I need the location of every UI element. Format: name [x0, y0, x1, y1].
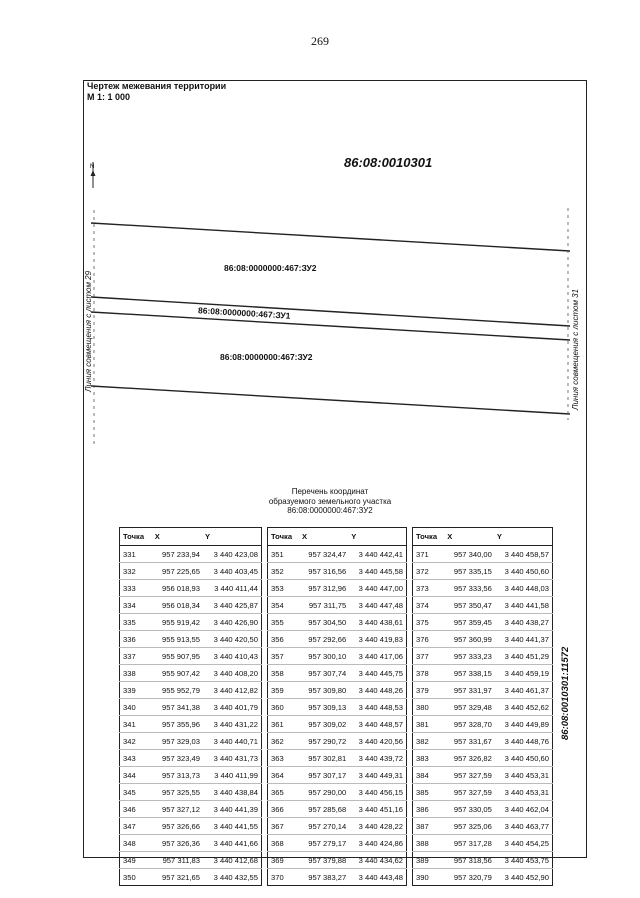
coord-x: 955 907,42 [152, 665, 202, 682]
coord-y: 3 440 431,22 [202, 716, 261, 733]
point-number: 377 [413, 648, 445, 665]
coord-y: 3 440 447,00 [348, 580, 406, 597]
coord-y: 3 440 452,62 [494, 699, 553, 716]
point-number: 383 [413, 750, 445, 767]
point-number: 340 [120, 699, 152, 716]
coord-y: 3 440 410,43 [202, 648, 261, 665]
coord-x: 955 952,79 [152, 682, 202, 699]
table-row [120, 767, 262, 784]
coord-y: 3 440 454,25 [494, 835, 553, 852]
coord-y: 3 440 450,60 [494, 750, 553, 767]
point-number: 390 [413, 869, 445, 886]
coord-y: 3 440 411,99 [202, 767, 261, 784]
boundary-line [91, 312, 570, 340]
coord-x: 957 318,56 [444, 852, 494, 869]
table-row [413, 801, 553, 818]
point-number: 347 [120, 818, 152, 835]
coord-y: 3 440 448,03 [494, 580, 553, 597]
table-row [268, 546, 407, 563]
coord-x: 957 333,56 [444, 580, 494, 597]
point-number: 374 [413, 597, 445, 614]
coord-y: 3 440 417,06 [348, 648, 406, 665]
coord-x: 957 313,73 [152, 767, 202, 784]
point-number: 338 [120, 665, 152, 682]
cadastral-right-label: 86:08:0010301:11572 [560, 646, 571, 740]
point-number: 370 [268, 869, 300, 886]
table-row [268, 801, 407, 818]
table-row [413, 563, 553, 580]
table-row [268, 750, 407, 767]
boundary-line [91, 386, 570, 414]
point-number: 343 [120, 750, 152, 767]
coord-y: 3 440 459,19 [494, 665, 553, 682]
point-number: 385 [413, 784, 445, 801]
coord-x: 957 285,68 [299, 801, 348, 818]
point-number: 331 [120, 546, 152, 563]
coord-y: 3 440 451,16 [348, 801, 406, 818]
coord-x: 955 919,42 [152, 614, 202, 631]
point-number: 333 [120, 580, 152, 597]
coord-y: 3 440 438,84 [202, 784, 261, 801]
coord-x: 957 312,96 [299, 580, 348, 597]
table-row [268, 869, 407, 886]
drawing-scale: М 1: 1 000 [87, 92, 131, 102]
table-row [268, 580, 407, 597]
coord-y: 3 440 412,68 [202, 852, 261, 869]
table-row [413, 767, 553, 784]
coord-y: 3 440 448,53 [348, 699, 406, 716]
table-row [120, 801, 262, 818]
table-row [413, 699, 553, 716]
coord-x: 955 907,95 [152, 648, 202, 665]
coord-x: 957 311,75 [299, 597, 348, 614]
coord-x: 957 328,70 [444, 716, 494, 733]
table-row [120, 614, 262, 631]
coordinates-table-1 [119, 527, 262, 886]
coord-x: 957 309,02 [299, 716, 348, 733]
page-number: 269 [311, 34, 329, 48]
coordinates-title-line2: образуемого земельного участка [268, 496, 392, 506]
table-row [413, 597, 553, 614]
table-row [120, 852, 262, 869]
coord-y: 3 440 408,20 [202, 665, 261, 682]
coord-y: 3 440 443,48 [348, 869, 406, 886]
header-y: Y [494, 528, 553, 546]
coord-x: 957 309,13 [299, 699, 348, 716]
coord-y: 3 440 428,22 [348, 818, 406, 835]
point-number: 389 [413, 852, 445, 869]
coord-x: 957 300,10 [299, 648, 348, 665]
coord-y: 3 440 424,86 [348, 835, 406, 852]
table-row [120, 648, 262, 665]
coordinates-title-line1: Перечень координат [291, 487, 369, 496]
point-number: 359 [268, 682, 300, 699]
point-number: 360 [268, 699, 300, 716]
coord-y: 3 440 423,08 [202, 546, 261, 563]
table-header-row [120, 528, 262, 546]
coord-y: 3 440 401,79 [202, 699, 261, 716]
table-row [120, 733, 262, 750]
table-row [268, 631, 407, 648]
coord-y: 3 440 458,57 [494, 546, 553, 563]
point-number: 371 [413, 546, 445, 563]
point-number: 348 [120, 835, 152, 852]
coord-y: 3 440 441,66 [202, 835, 261, 852]
coordinates-title-line3: 86:08:0000000:467:ЗУ2 [287, 506, 373, 515]
table-row [268, 563, 407, 580]
point-number: 341 [120, 716, 152, 733]
point-number: 367 [268, 818, 300, 835]
coord-x: 957 317,28 [444, 835, 494, 852]
coord-y: 3 440 456,15 [348, 784, 406, 801]
coord-y: 3 440 462,04 [494, 801, 553, 818]
coord-x: 957 320,79 [444, 869, 494, 886]
coord-x: 957 307,17 [299, 767, 348, 784]
coord-y: 3 440 450,60 [494, 563, 553, 580]
point-number: 384 [413, 767, 445, 784]
point-number: 352 [268, 563, 300, 580]
table-row [413, 546, 553, 563]
point-number: 376 [413, 631, 445, 648]
coord-x: 957 323,49 [152, 750, 202, 767]
point-number: 368 [268, 835, 300, 852]
table-row [268, 597, 407, 614]
table-row [413, 682, 553, 699]
coord-x: 957 341,38 [152, 699, 202, 716]
coord-x: 957 309,80 [299, 682, 348, 699]
point-number: 378 [413, 665, 445, 682]
plot-label-zu1: 86:08:0000000:467:ЗУ1 [197, 305, 291, 321]
coord-x: 957 324,47 [299, 546, 348, 563]
table-row [268, 818, 407, 835]
point-number: 351 [268, 546, 300, 563]
table-row [120, 699, 262, 716]
point-number: 336 [120, 631, 152, 648]
point-number: 345 [120, 784, 152, 801]
coord-y: 3 440 449,31 [348, 767, 406, 784]
coord-x: 957 329,03 [152, 733, 202, 750]
coord-y: 3 440 441,55 [202, 818, 261, 835]
table-row [413, 733, 553, 750]
coord-x: 957 325,55 [152, 784, 202, 801]
coord-x: 955 913,55 [152, 631, 202, 648]
coord-y: 3 440 449,89 [494, 716, 553, 733]
coord-x: 957 302,81 [299, 750, 348, 767]
coordinates-table-2 [267, 527, 407, 886]
table-row [413, 614, 553, 631]
drawing-title-text: Чертеж межевания территории [87, 81, 227, 91]
point-number: 366 [268, 801, 300, 818]
coord-x: 957 326,82 [444, 750, 494, 767]
coord-x: 957 326,66 [152, 818, 202, 835]
point-number: 353 [268, 580, 300, 597]
header-point: Точка [120, 528, 152, 546]
coord-x: 957 279,17 [299, 835, 348, 852]
coord-y: 3 440 420,56 [348, 733, 406, 750]
table-row [120, 750, 262, 767]
table-row [413, 631, 553, 648]
point-number: 379 [413, 682, 445, 699]
point-number: 365 [268, 784, 300, 801]
point-number: 382 [413, 733, 445, 750]
coord-y: 3 440 445,58 [348, 563, 406, 580]
coord-x: 957 335,15 [444, 563, 494, 580]
coord-y: 3 440 448,26 [348, 682, 406, 699]
point-number: 357 [268, 648, 300, 665]
point-number: 342 [120, 733, 152, 750]
point-number: 354 [268, 597, 300, 614]
boundary-line [91, 297, 570, 326]
point-number: 346 [120, 801, 152, 818]
header-point: Точка [268, 528, 300, 546]
coord-y: 3 440 438,27 [494, 614, 553, 631]
point-number: 364 [268, 767, 300, 784]
point-number: 334 [120, 597, 152, 614]
boundary-line [91, 223, 570, 251]
table-row [120, 631, 262, 648]
coord-x: 957 333,23 [444, 648, 494, 665]
coord-x: 957 325,06 [444, 818, 494, 835]
coord-y: 3 440 419,83 [348, 631, 406, 648]
coord-x: 957 383,27 [299, 869, 348, 886]
point-number: 363 [268, 750, 300, 767]
table-row [120, 784, 262, 801]
table-row [268, 784, 407, 801]
coord-y: 3 440 441,37 [494, 631, 553, 648]
coord-x: 957 379,88 [299, 852, 348, 869]
table-row [268, 835, 407, 852]
match-line-right-label: Линия совмещения с листом 31 [571, 288, 580, 410]
table-row [413, 750, 553, 767]
point-number: 387 [413, 818, 445, 835]
table-row [120, 597, 262, 614]
coord-y: 3 440 440,71 [202, 733, 261, 750]
coord-x: 957 225,65 [152, 563, 202, 580]
header-y: Y [202, 528, 261, 546]
point-number: 386 [413, 801, 445, 818]
coord-y: 3 440 451,29 [494, 648, 553, 665]
table-row [413, 648, 553, 665]
coord-x: 956 018,34 [152, 597, 202, 614]
table-header-row [413, 528, 553, 546]
point-number: 356 [268, 631, 300, 648]
coord-x: 957 350,47 [444, 597, 494, 614]
coord-y: 3 440 425,87 [202, 597, 261, 614]
table-row [120, 546, 262, 563]
coord-x: 957 330,05 [444, 801, 494, 818]
table-row [268, 733, 407, 750]
coord-y: 3 440 432,55 [202, 869, 261, 886]
coord-x: 957 329,48 [444, 699, 494, 716]
coord-y: 3 440 434,62 [348, 852, 406, 869]
point-number: 344 [120, 767, 152, 784]
table-row [413, 665, 553, 682]
point-number: 361 [268, 716, 300, 733]
point-number: 373 [413, 580, 445, 597]
table-row [268, 852, 407, 869]
coord-y: 3 440 412,82 [202, 682, 261, 699]
point-number: 335 [120, 614, 152, 631]
coord-x: 957 290,00 [299, 784, 348, 801]
coord-y: 3 440 441,39 [202, 801, 261, 818]
coord-y: 3 440 452,90 [494, 869, 553, 886]
table-row [120, 716, 262, 733]
cadastral-block-label: 86:08:0010301 [344, 155, 433, 170]
coord-x: 957 233,94 [152, 546, 202, 563]
coord-y: 3 440 442,41 [348, 546, 406, 563]
table-row [413, 869, 553, 886]
coord-y: 3 440 461,37 [494, 682, 553, 699]
coord-y: 3 440 448,76 [494, 733, 553, 750]
header-y: Y [348, 528, 406, 546]
point-number: 349 [120, 852, 152, 869]
coord-x: 957 360,99 [444, 631, 494, 648]
table-row [120, 818, 262, 835]
coord-x: 957 316,56 [299, 563, 348, 580]
coord-y: 3 440 441,58 [494, 597, 553, 614]
table-header-row [268, 528, 407, 546]
coord-y: 3 440 453,75 [494, 852, 553, 869]
coord-x: 957 359,45 [444, 614, 494, 631]
header-x: X [299, 528, 348, 546]
table-row [413, 835, 553, 852]
point-number: 375 [413, 614, 445, 631]
coord-y: 3 440 445,75 [348, 665, 406, 682]
point-number: 332 [120, 563, 152, 580]
header-point: Точка [413, 528, 445, 546]
table-row [413, 784, 553, 801]
coord-x: 957 338,15 [444, 665, 494, 682]
coord-y: 3 440 431,73 [202, 750, 261, 767]
coord-x: 957 311,83 [152, 852, 202, 869]
table-row [120, 835, 262, 852]
table-row [268, 767, 407, 784]
coord-x: 957 327,12 [152, 801, 202, 818]
table-row [120, 580, 262, 597]
plot-label-zu2-bottom: 86:08:0000000:467:ЗУ2 [220, 352, 313, 362]
coord-x: 957 326,36 [152, 835, 202, 852]
coord-x: 957 292,66 [299, 631, 348, 648]
coord-y: 3 440 463,77 [494, 818, 553, 835]
coord-x: 957 270,14 [299, 818, 348, 835]
coord-x: 957 304,50 [299, 614, 348, 631]
coord-y: 3 440 438,61 [348, 614, 406, 631]
point-number: 355 [268, 614, 300, 631]
coord-y: 3 440 420,50 [202, 631, 261, 648]
table-row [268, 716, 407, 733]
coord-y: 3 440 411,44 [202, 580, 261, 597]
table-row [120, 869, 262, 886]
coord-y: 3 440 453,31 [494, 767, 553, 784]
point-number: 362 [268, 733, 300, 750]
point-number: 350 [120, 869, 152, 886]
coord-x: 957 327,59 [444, 767, 494, 784]
header-x: X [444, 528, 494, 546]
coord-y: 3 440 403,45 [202, 563, 261, 580]
coord-y: 3 440 439,72 [348, 750, 406, 767]
point-number: 372 [413, 563, 445, 580]
table-row [268, 665, 407, 682]
table-row [413, 852, 553, 869]
point-number: 381 [413, 716, 445, 733]
coord-x: 957 340,00 [444, 546, 494, 563]
coord-x: 957 331,67 [444, 733, 494, 750]
coord-x: 956 018,93 [152, 580, 202, 597]
match-line-left-label: Линия совмещения с листом 29 [84, 270, 93, 392]
point-number: 369 [268, 852, 300, 869]
coord-y: 3 440 426,90 [202, 614, 261, 631]
table-row [413, 716, 553, 733]
table-row [413, 580, 553, 597]
coord-x: 957 331,97 [444, 682, 494, 699]
north-label: N [90, 164, 95, 170]
table-row [120, 682, 262, 699]
header-x: X [152, 528, 202, 546]
coordinates-table-3 [412, 527, 553, 886]
point-number: 388 [413, 835, 445, 852]
coord-y: 3 440 448,57 [348, 716, 406, 733]
plot-label-zu2-top: 86:08:0000000:467:ЗУ2 [224, 263, 317, 273]
point-number: 337 [120, 648, 152, 665]
coord-y: 3 440 447,48 [348, 597, 406, 614]
table-row [268, 699, 407, 716]
table-row [268, 648, 407, 665]
coord-x: 957 321,65 [152, 869, 202, 886]
table-row [120, 665, 262, 682]
table-row [268, 682, 407, 699]
point-number: 380 [413, 699, 445, 716]
coord-x: 957 290,72 [299, 733, 348, 750]
coord-x: 957 327,59 [444, 784, 494, 801]
table-row [120, 563, 262, 580]
coordinates-title [150, 487, 510, 516]
table-row [413, 818, 553, 835]
coord-y: 3 440 453,31 [494, 784, 553, 801]
point-number: 339 [120, 682, 152, 699]
coord-x: 957 307,74 [299, 665, 348, 682]
table-row [268, 614, 407, 631]
point-number: 358 [268, 665, 300, 682]
coord-x: 957 355,96 [152, 716, 202, 733]
